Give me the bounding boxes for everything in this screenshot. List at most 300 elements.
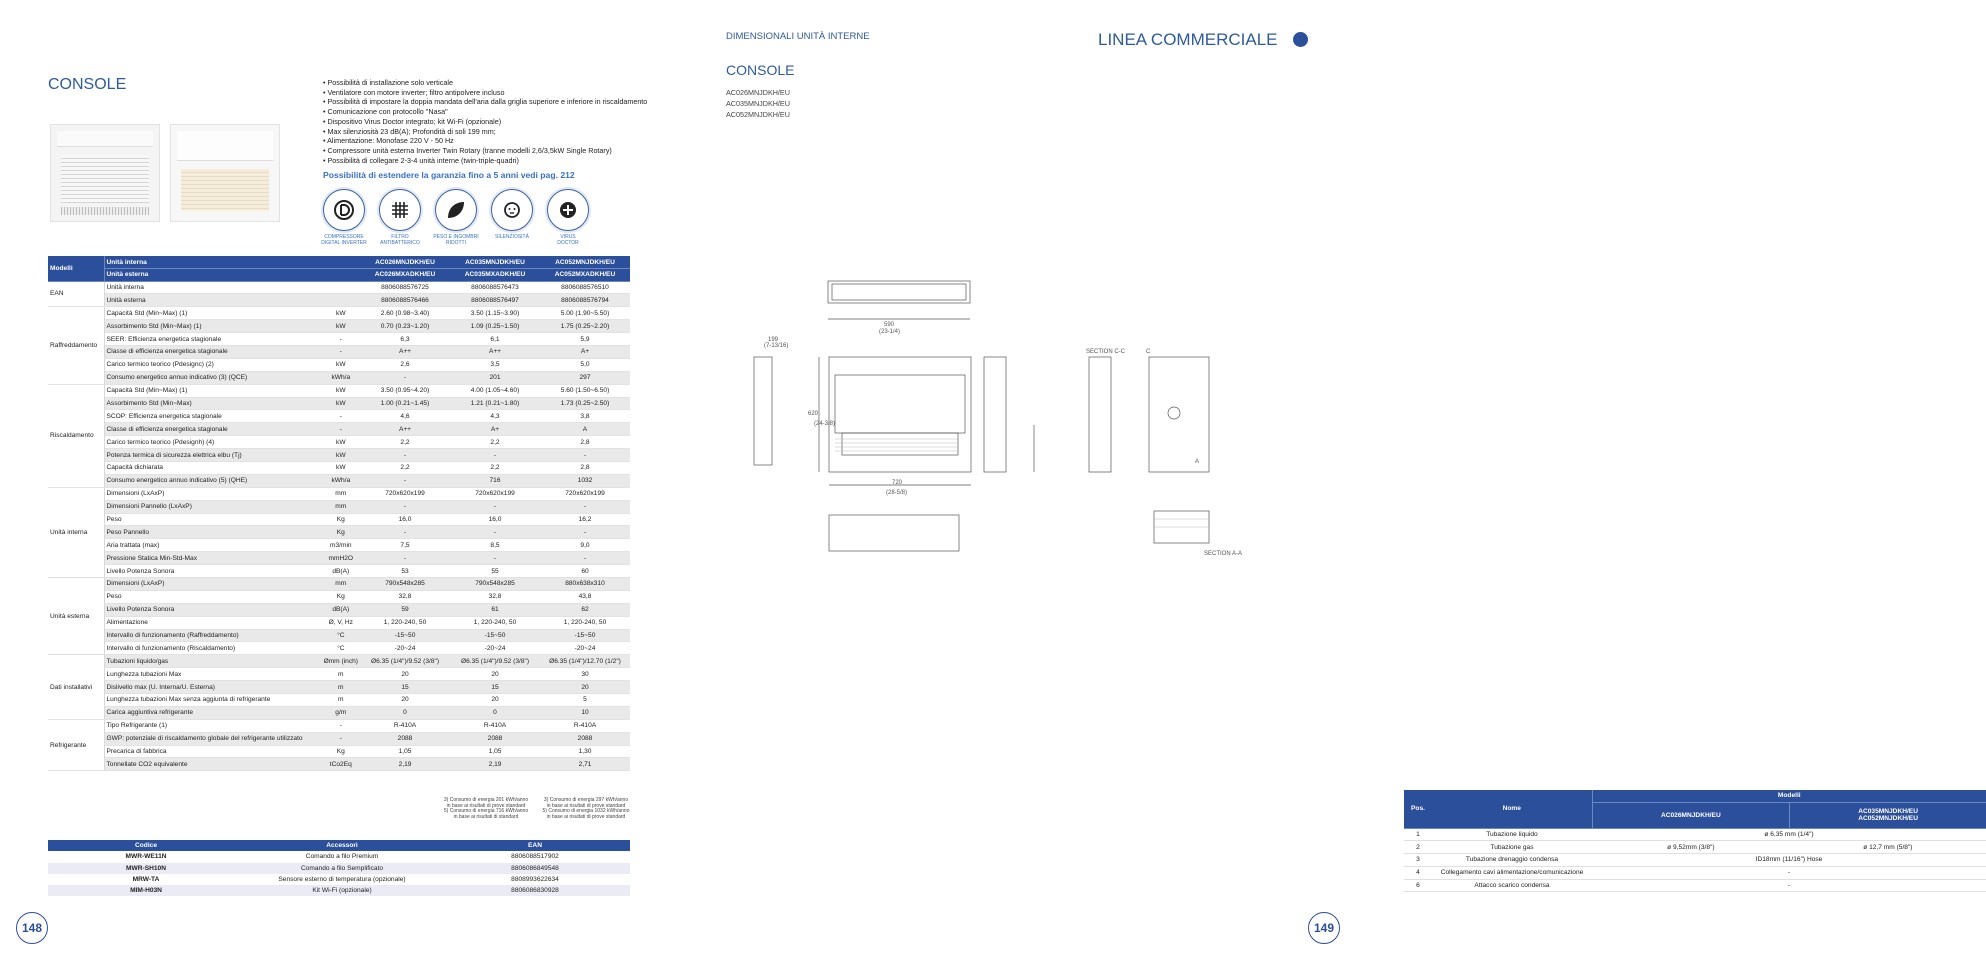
spec-value: R-410A — [360, 719, 450, 732]
footnote-line: 3) Consumo di energia 201 kWh/anno — [443, 797, 529, 803]
spec-value: - — [360, 449, 450, 462]
spec-value: 8806088576725 — [360, 281, 450, 294]
table-row — [48, 487, 630, 500]
spec-value: 1.09 (0.25~1.50) — [450, 320, 540, 333]
spec-value: 1.21 (0.21~1.80) — [450, 397, 540, 410]
table-row — [48, 423, 630, 436]
leaf-icon — [435, 189, 477, 231]
model-list — [726, 87, 790, 120]
spec-value: - — [450, 552, 540, 565]
header-ext-model: AC052MXADKH/EU — [540, 269, 630, 282]
badge-label: COMPRESSORE — [324, 234, 364, 240]
pos-number: 2 — [1404, 841, 1432, 854]
spec-value: 16,0 — [450, 513, 540, 526]
table-row — [48, 668, 630, 681]
spec-group-label: Raffreddamento — [48, 307, 104, 384]
spec-label: Capacità Std (Min~Max) (1) — [104, 384, 322, 397]
product-photo-angle — [170, 124, 280, 222]
spec-value: 7,5 — [360, 539, 450, 552]
spec-value: - — [450, 500, 540, 513]
pos-number: 4 — [1404, 866, 1432, 879]
table-row — [48, 851, 630, 862]
spec-label: Livello Potenza Sonora — [104, 603, 322, 616]
table-row — [48, 552, 630, 565]
spec-group-label: Unità interna — [48, 487, 104, 577]
spec-label: Carico termico teorico (Pdesignc) (2) — [104, 358, 322, 371]
spec-value: 8806088576794 — [540, 294, 630, 307]
spec-label: Dislivello max (U. Interna/U. Esterna) — [104, 681, 322, 694]
acc-code: MWR-WE11N — [125, 853, 167, 861]
header-ext-model: AC035MXADKH/EU — [450, 269, 540, 282]
spec-unit: tCo2Eq — [322, 758, 360, 771]
table-row — [48, 758, 630, 771]
spec-value: 8806088576466 — [360, 294, 450, 307]
spec-unit: kWh/a — [322, 371, 360, 384]
spec-value: 720x620x199 — [450, 487, 540, 500]
spec-value: 20 — [540, 681, 630, 694]
spec-label: SEER: Efficienza energetica stagionale — [104, 333, 322, 346]
spec-value: 1.00 (0.21~1.45) — [360, 397, 450, 410]
spec-group-label: Dati installativi — [48, 655, 104, 719]
spec-value: 790x548x285 — [450, 577, 540, 590]
spec-unit: kW — [322, 320, 360, 333]
spec-value: A++ — [360, 345, 450, 358]
connections-header — [1404, 790, 1986, 802]
pos-name: Attacco scarico condensa — [1432, 879, 1592, 892]
spec-value: 201 — [450, 371, 540, 384]
brand-dot — [1293, 32, 1308, 47]
spec-value: - — [450, 526, 540, 539]
spec-value: 61 — [450, 603, 540, 616]
dim-620: 620 — [808, 411, 819, 417]
table-row — [48, 732, 630, 745]
spec-value: 2,2 — [360, 461, 450, 474]
pos-value: ø 6,35 mm (1/4") — [1592, 828, 1986, 841]
spec-unit: - — [322, 719, 360, 732]
spec-label: Dimensioni Pannello (LxAxP) — [104, 500, 322, 513]
accessories-header — [48, 840, 630, 851]
acc-code: MIM-H03N — [48, 885, 244, 896]
section-c-label: SECTION C-C — [1086, 349, 1125, 355]
spec-unit: m — [322, 668, 360, 681]
spec-value: R-410A — [450, 719, 540, 732]
table-row — [48, 681, 630, 694]
spec-value: 20 — [360, 668, 450, 681]
spec-label: Peso Pannello — [104, 526, 322, 539]
spec-label: Pressione Statica Min-Std-Max — [104, 552, 322, 565]
spec-unit — [322, 281, 360, 294]
feature-item: • Dispositivo Virus Doctor integrato; kit Wi-Fi (opzionale) — [323, 117, 653, 127]
right-page — [678, 0, 1918, 959]
spec-value: 1,05 — [360, 745, 450, 758]
spec-group-label: Refrigerante — [48, 719, 104, 771]
filter-icon — [379, 189, 421, 231]
spec-value: 2,71 — [540, 758, 630, 771]
pos-value: ø 9,52mm (3/8") — [1592, 841, 1790, 854]
spec-value: -15~50 — [450, 629, 540, 642]
acc-ean: 8806086849548 — [440, 863, 630, 874]
spec-label: Livello Potenza Sonora — [104, 565, 322, 578]
acc-ean: 8806086830928 — [440, 885, 630, 896]
spec-value: - — [360, 474, 450, 487]
pos-name: Collegamento cavi alimentazione/comunicazione — [1432, 866, 1592, 879]
footnote-line: in base ai risultati di standard — [453, 814, 519, 821]
dimension-drawing — [734, 275, 1243, 595]
spec-value: 8806088576497 — [450, 294, 540, 307]
spec-value: 716 — [450, 474, 540, 487]
dim-199-inch: (7-13/16) — [764, 343, 789, 349]
spec-unit: mmH2O — [322, 552, 360, 565]
spec-label: Unità esterna — [104, 294, 322, 307]
header-model-2: AC035MNJDKH/EU — [1858, 808, 1918, 815]
spec-value: 6,1 — [450, 333, 540, 346]
table-row — [48, 461, 630, 474]
spec-unit: °C — [322, 642, 360, 655]
spec-label: Intervallo di funzionamento (Riscaldamento) — [104, 642, 322, 655]
spec-value: 9,0 — [540, 539, 630, 552]
section-label: DIMENSIONALI UNITÀ INTERNE — [726, 31, 870, 42]
badge-label: DOCTOR — [557, 240, 579, 246]
spec-unit: - — [322, 732, 360, 745]
table-row — [48, 590, 630, 603]
spec-value: 1, 220-240, 50 — [360, 616, 450, 629]
spec-value: A+ — [450, 423, 540, 436]
spec-label: Consumo energetico annuo indicativo (5) (QHE) — [104, 474, 322, 487]
header-unit-cell — [322, 269, 360, 282]
spec-value: 2,2 — [360, 436, 450, 449]
table-row — [48, 358, 630, 371]
spec-unit: Kg — [322, 526, 360, 539]
spec-value: 4.00 (1.05~4.60) — [450, 384, 540, 397]
spec-unit: kW — [322, 358, 360, 371]
spec-value: 3.50 (1.15~3.90) — [450, 307, 540, 320]
acc-ean: 8808993622634 — [511, 876, 559, 884]
spec-value: - — [360, 371, 450, 384]
spec-value: 1, 220-240, 50 — [450, 616, 540, 629]
spec-value: 5,9 — [540, 333, 630, 346]
spec-unit: kW — [322, 384, 360, 397]
spec-header-row — [48, 256, 630, 269]
dim-590-inch: (23-1/4) — [879, 329, 901, 335]
spec-unit: m3/min — [322, 539, 360, 552]
spec-value: - — [450, 449, 540, 462]
table-row — [48, 345, 630, 358]
spec-value: 6,3 — [360, 333, 450, 346]
spec-value: -15~50 — [360, 629, 450, 642]
spec-value: 2,2 — [450, 436, 540, 449]
table-row — [48, 294, 630, 307]
header-ean: EAN — [440, 840, 630, 851]
feature-item: • Ventilatore con motore inverter; filtro antipolvere incluso — [323, 88, 653, 98]
spec-value: -20~24 — [360, 642, 450, 655]
header-nome: Nome — [1432, 790, 1592, 828]
header-unit-cell — [322, 256, 360, 269]
spec-unit: kW — [322, 449, 360, 462]
acc-name: Comando a filo Semplificato — [244, 863, 440, 874]
feature-item: • Alimentazione: Monofase 220 V - 50 Hz — [323, 136, 653, 146]
acc-name: Sensore esterno di temperatura (opzionale) — [278, 876, 406, 884]
acc-name: Comando a filo Premium — [305, 853, 379, 861]
spec-value: -15~50 — [540, 629, 630, 642]
badge-label: DIGITAL INVERTER — [321, 240, 367, 246]
spec-value: A++ — [360, 423, 450, 436]
header-unita-esterna: Unità esterna — [104, 269, 322, 282]
spec-value: 1.73 (0.25~2.50) — [540, 397, 630, 410]
spec-unit: dB(A) — [322, 565, 360, 578]
footnote-line: 5) Consumo di energia 1032 kWh/anno — [542, 808, 630, 815]
spec-label: Lunghezza tubazioni Max — [104, 668, 322, 681]
section-a-label: SECTION A-A — [1204, 551, 1243, 557]
spec-value: 8806088576510 — [540, 281, 630, 294]
spec-unit: - — [322, 333, 360, 346]
spec-label: Intervallo di funzionamento (Raffreddamento) — [104, 629, 322, 642]
table-row — [48, 500, 630, 513]
pos-number: 6 — [1404, 879, 1432, 892]
spec-value: 297 — [540, 371, 630, 384]
spec-label: Carico termico teorico (Pdesignh) (4) — [104, 436, 322, 449]
spec-value: 2088 — [360, 732, 450, 745]
spec-unit: kW — [322, 461, 360, 474]
pos-name: Tubazione gas — [1432, 841, 1592, 854]
spec-label: Consumo energetico annuo indicativo (3) (QCE) — [104, 371, 322, 384]
spec-label: Precarica di fabbrica — [104, 745, 322, 758]
pos-name: Tubazione drenaggio condensa — [1432, 854, 1592, 867]
spec-value: 1,30 — [540, 745, 630, 758]
spec-value: A+ — [540, 345, 630, 358]
acc-ean: 8806088517902 — [511, 853, 559, 861]
spec-value: 2,6 — [360, 358, 450, 371]
spec-value: 10 — [540, 706, 630, 719]
badge-label: PESO E INGOMBRI — [433, 234, 479, 240]
page-number: 149 — [1308, 912, 1340, 944]
spec-value: 55 — [450, 565, 540, 578]
spec-value: 30 — [540, 668, 630, 681]
feature-badge-virus-doctor — [542, 189, 594, 246]
spec-value: 3,5 — [450, 358, 540, 371]
header-int-model: AC026MNJDKH/EU — [360, 256, 450, 269]
spec-label: Unità interna — [104, 281, 322, 294]
spec-label: Capacità dichiarata — [104, 461, 322, 474]
spec-value: 2088 — [450, 732, 540, 745]
spec-value: 720x620x199 — [360, 487, 450, 500]
spec-value: -20~24 — [450, 642, 540, 655]
spec-value: - — [540, 449, 630, 462]
marker-c: C — [1146, 349, 1151, 355]
header-modelli: Modelli — [1592, 790, 1986, 802]
spec-label: Dimensioni (LxAxP) — [104, 487, 322, 500]
table-row — [48, 449, 630, 462]
table-row — [48, 642, 630, 655]
table-row — [48, 863, 630, 874]
spec-label: Carica aggiuntiva refrigerante — [104, 706, 322, 719]
spec-value: 60 — [540, 565, 630, 578]
badge-label: RIDOTTI — [446, 240, 466, 246]
table-row — [48, 384, 630, 397]
table-row — [48, 874, 630, 885]
spec-unit: Kg — [322, 590, 360, 603]
badge-label: VIRUS — [560, 234, 576, 240]
spec-value: - — [360, 526, 450, 539]
spec-value: 8,5 — [450, 539, 540, 552]
footnote-line: in base ai risultati di prove standard — [546, 802, 626, 809]
spec-label: Peso — [104, 590, 322, 603]
pos-value: - — [1592, 866, 1986, 879]
spec-unit: g/m — [322, 706, 360, 719]
spec-value: 2,19 — [360, 758, 450, 771]
spec-label: GWP: potenziale di riscaldamento globale del refrigerante utilizzato — [104, 732, 322, 745]
footnote-right — [540, 798, 632, 821]
table-row — [48, 320, 630, 333]
footnote-line: 3) Consumo di energia 297 kWh/anno — [543, 797, 629, 803]
spec-value: Ø6.35 (1/4")/9.52 (3/8") — [360, 655, 450, 668]
spec-value: 5.60 (1.50~6.50) — [540, 384, 630, 397]
dim-590: 590 — [884, 322, 895, 328]
pos-value: - — [1592, 879, 1986, 892]
spec-value: 43,8 — [540, 590, 630, 603]
spec-value: 16,0 — [360, 513, 450, 526]
header-pos: Pos. — [1404, 790, 1432, 828]
spec-unit: Ømm (inch) — [322, 655, 360, 668]
feature-item: • Compressore unità esterna Inverter Twin Rotary (tranne modelli 2,6/3,5kW Single Rotary) — [323, 146, 653, 156]
header-codice: Codice — [48, 840, 244, 851]
feature-badge-filter — [374, 189, 426, 246]
spec-value: 62 — [540, 603, 630, 616]
spec-value: 720x620x199 — [540, 487, 630, 500]
spec-unit — [322, 294, 360, 307]
spec-value: 8806088576473 — [450, 281, 540, 294]
table-row — [48, 513, 630, 526]
spec-label: Assorbimento Std (Min~Max) (1) — [104, 320, 322, 333]
pos-value: ID18mm (11/16") Hose — [1592, 854, 1986, 867]
table-row — [1404, 879, 1986, 892]
spec-header-row — [48, 269, 630, 282]
spec-unit: kW — [322, 436, 360, 449]
spec-group-label: Unità esterna — [48, 577, 104, 654]
spec-unit: kWh/a — [322, 474, 360, 487]
spec-unit: Ø, V, Hz — [322, 616, 360, 629]
model-code: AC026MNJDKH/EU — [726, 88, 790, 97]
spec-label: Dimensioni (LxAxP) — [104, 577, 322, 590]
page-number: 148 — [16, 912, 48, 944]
page-title: CONSOLE — [48, 76, 127, 93]
spec-value: 0.70 (0.23~1.20) — [360, 320, 450, 333]
header-modelli: Modelli — [48, 256, 104, 281]
spec-unit: kW — [322, 307, 360, 320]
spec-value: - — [540, 500, 630, 513]
spec-value: - — [360, 552, 450, 565]
spec-value: 2,2 — [450, 461, 540, 474]
connections-table — [1404, 790, 1986, 892]
spec-value: 1032 — [540, 474, 630, 487]
spec-unit: kW — [322, 397, 360, 410]
spec-unit: Kg — [322, 745, 360, 758]
accessories-table — [48, 840, 630, 896]
spec-unit: Kg — [322, 513, 360, 526]
marker-a: A — [1195, 459, 1200, 465]
spec-label: Assorbimento Std (Min~Max) — [104, 397, 322, 410]
spec-value: 1.75 (0.25~2.20) — [540, 320, 630, 333]
table-row — [48, 565, 630, 578]
spec-label: Peso — [104, 513, 322, 526]
spec-label: Capacità Std (Min~Max) (1) — [104, 307, 322, 320]
spec-value: 32,8 — [360, 590, 450, 603]
table-row — [48, 603, 630, 616]
spec-value: 15 — [450, 681, 540, 694]
spec-unit: m — [322, 681, 360, 694]
spec-label: Classe di efficienza energetica stagionale — [104, 423, 322, 436]
spec-value: 20 — [450, 694, 540, 707]
spec-unit: - — [322, 345, 360, 358]
footnote-left — [440, 798, 532, 821]
pos-name: Tubazione liquido — [1432, 828, 1592, 841]
footnote-line: in base ai risultati di prove standard — [546, 814, 626, 821]
spec-value: 16,2 — [540, 513, 630, 526]
spec-value: 3,8 — [540, 410, 630, 423]
table-row — [1404, 841, 1986, 854]
spec-value: 2,8 — [540, 436, 630, 449]
feature-list — [323, 78, 653, 165]
spec-label: Aria trattata (max) — [104, 539, 322, 552]
model-code: AC052MNJDKH/EU — [726, 110, 790, 119]
spec-unit: dB(A) — [322, 603, 360, 616]
spec-value: -20~24 — [540, 642, 630, 655]
feature-badge-size — [430, 189, 482, 246]
spec-value: 5,0 — [540, 358, 630, 371]
silence-icon — [491, 189, 533, 231]
spec-value: 790x548x285 — [360, 577, 450, 590]
feature-item: • Max silenziosità 23 dB(A); Profondità di soli 199 mm; — [323, 127, 653, 137]
header-unita-interna: Unità interna — [104, 256, 322, 269]
spec-unit: - — [322, 423, 360, 436]
spec-unit: m — [322, 694, 360, 707]
spec-value: - — [540, 526, 630, 539]
acc-name: Kit Wi-Fi (opzionale) — [244, 885, 440, 896]
pos-number: 1 — [1404, 828, 1432, 841]
header-ext-model: AC026MXADKH/EU — [360, 269, 450, 282]
spec-value: 15 — [360, 681, 450, 694]
spec-value: 5 — [540, 694, 630, 707]
spec-value: 2,8 — [540, 461, 630, 474]
table-row — [1404, 828, 1986, 841]
spec-value: 2.60 (0.98~3.40) — [360, 307, 450, 320]
table-row — [48, 410, 630, 423]
pos-number: 3 — [1404, 854, 1432, 867]
spec-group-label: Riscaldamento — [48, 384, 104, 487]
table-row — [48, 629, 630, 642]
spec-label: Classe di efficienza energetica stagionale — [104, 345, 322, 358]
header-model-1: AC026MNJDKH/EU — [1592, 802, 1790, 828]
table-row — [48, 436, 630, 449]
header-int-model: AC035MNJDKH/EU — [450, 256, 540, 269]
table-row — [48, 333, 630, 346]
brand-title: LINEA COMMERCIALE — [1098, 30, 1278, 49]
feature-item: • Possibilità di installazione solo verticale — [323, 78, 653, 88]
spec-label: Alimentazione — [104, 616, 322, 629]
spec-unit: mm — [322, 577, 360, 590]
spec-label: Tipo Refrigerante (1) — [104, 719, 322, 732]
spec-label: Tonnellate CO2 equivalente — [104, 758, 322, 771]
badge-label: SILENZIOSITÀ — [495, 234, 529, 240]
spec-value: R-410A — [540, 719, 630, 732]
table-row — [48, 526, 630, 539]
badge-label: FILTRO — [391, 234, 409, 240]
header-int-model: AC052MNJDKH/EU — [540, 256, 630, 269]
spec-value: 1,05 — [450, 745, 540, 758]
spec-value: 880x638x310 — [540, 577, 630, 590]
product-photo-front — [50, 124, 160, 222]
spec-value: 53 — [360, 565, 450, 578]
spec-value: 59 — [360, 603, 450, 616]
